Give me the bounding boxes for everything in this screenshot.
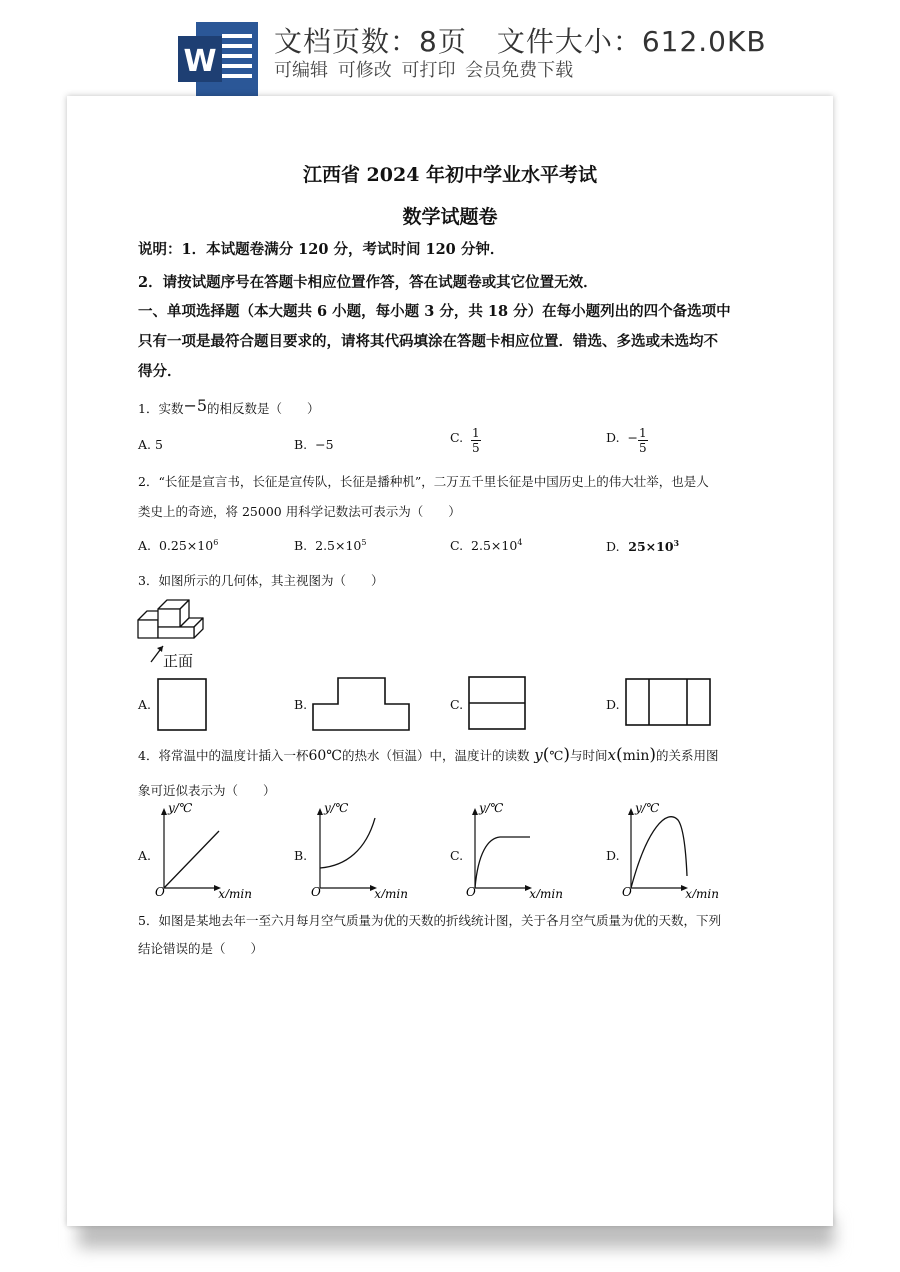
- section-heading-line2: 只有一项是最符合题目要求的，请将其代码填涂在答题卡相应位置．错选、多选或未选均不: [138, 333, 718, 350]
- q1-option-c: C. $\frac{1}{5}$: [450, 426, 480, 455]
- x-axis-label: x/min: [374, 887, 408, 898]
- q3-option-b-figure: [312, 677, 412, 733]
- q3-option-a-figure: [157, 678, 209, 732]
- word-document-icon: [178, 22, 258, 96]
- origin-label: O: [311, 885, 321, 898]
- question-2-line2: 类史上的奇迹，将 25000 用科学记数法可表示为（ ）: [138, 504, 461, 519]
- instruction-1: 说明：1．本试题卷满分 120 分，考试时间 120 分钟．: [138, 241, 505, 258]
- section-heading-line1: 一、单项选择题（本大题共 6 小题，每小题 3 分，共 18 分）在每小题列出的四个备选项中: [138, 303, 731, 320]
- q4-option-c: C.: [450, 848, 464, 863]
- file-size: 文件大小：612.0KB: [496, 25, 767, 58]
- question-3-stem: 3．如图所示的几何体，其主视图为（ ）: [138, 573, 384, 588]
- front-view-label: 正面: [163, 652, 194, 670]
- document-page: [67, 96, 833, 1226]
- q4-option-a-graph: [155, 798, 255, 898]
- q3-option-a: A.: [138, 697, 152, 712]
- q1-option-d: D. − $\frac{1}{5}$: [606, 426, 647, 455]
- origin-label: O: [155, 885, 165, 898]
- word-icon-letter: W: [183, 44, 217, 79]
- q4-option-d: D.: [606, 848, 620, 863]
- q4-option-b: B.: [294, 848, 308, 863]
- origin-label: O: [622, 885, 632, 898]
- question-2-line1: 2．“长征是宣言书，长征是宣传队，长征是播种机”，二万五千里长征是中国历史上的伟大壮举，也是人: [138, 474, 709, 489]
- question-4-line2: 象可近似表示为（ ）: [138, 783, 276, 798]
- instruction-2: 2．请按试题序号在答题卡相应位置作答，答在试题卷或其它位置无效．: [138, 274, 598, 291]
- q3-option-d-figure: [625, 678, 713, 728]
- y-axis-label: y/℃: [635, 801, 660, 815]
- q2-option-a: A. $0.25\times 10^6$: [138, 538, 219, 554]
- x-axis-label: x/min: [529, 887, 563, 898]
- exam-title: 江西省 2024 年初中学业水平考试: [302, 164, 598, 186]
- q4-option-d-graph: [622, 798, 722, 898]
- file-info: [274, 20, 767, 60]
- question-1-stem: 1．实数−5的相反数是（ ）: [138, 396, 320, 416]
- q3-option-b: B.: [294, 697, 308, 712]
- q2-option-d: D. $25\times 10^3$: [606, 538, 680, 555]
- q4-option-b-graph: [311, 798, 411, 898]
- q1-option-a: A. 5: [138, 437, 163, 452]
- q4-option-c-graph: [466, 798, 566, 898]
- feature-list: 可编辑 可修改 可打印 会员免费下载: [274, 60, 574, 81]
- question-4-line1: 4．将常温中的温度计插入一杯60℃的热水（恒温）中，温度计的读数 y(℃)与时间x(min)的关系用图: [138, 745, 719, 765]
- q2-option-b: B. $2.5\times 10^5$: [294, 538, 367, 554]
- q1-option-b: B. −5: [294, 437, 334, 452]
- page-count: 文档页数：8页: [274, 25, 467, 58]
- question-5-line1: 5．如图是某地去年一至六月每月空气质量为优的天数的折线统计图，关于各月空气质量为优的天数，下列: [138, 913, 721, 928]
- q3-option-c: C.: [450, 697, 464, 712]
- q2-option-c: C. $2.5\times 10^4$: [450, 538, 523, 554]
- q3-option-c-figure: [468, 676, 528, 732]
- y-axis-label: y/℃: [479, 801, 504, 815]
- question-5-line2: 结论错误的是（ ）: [138, 941, 264, 956]
- exam-subtitle: 数学试题卷: [402, 206, 498, 228]
- x-axis-label: x/min: [218, 887, 252, 898]
- y-axis-label: y/℃: [324, 801, 349, 815]
- download-banner: [0, 0, 900, 100]
- y-axis-label: y/℃: [168, 801, 193, 815]
- origin-label: O: [466, 885, 476, 898]
- q4-option-a: A.: [138, 848, 152, 863]
- x-axis-label: x/min: [685, 887, 719, 898]
- section-heading-line3: 得分．: [138, 363, 182, 380]
- q3-option-d: D.: [606, 697, 620, 712]
